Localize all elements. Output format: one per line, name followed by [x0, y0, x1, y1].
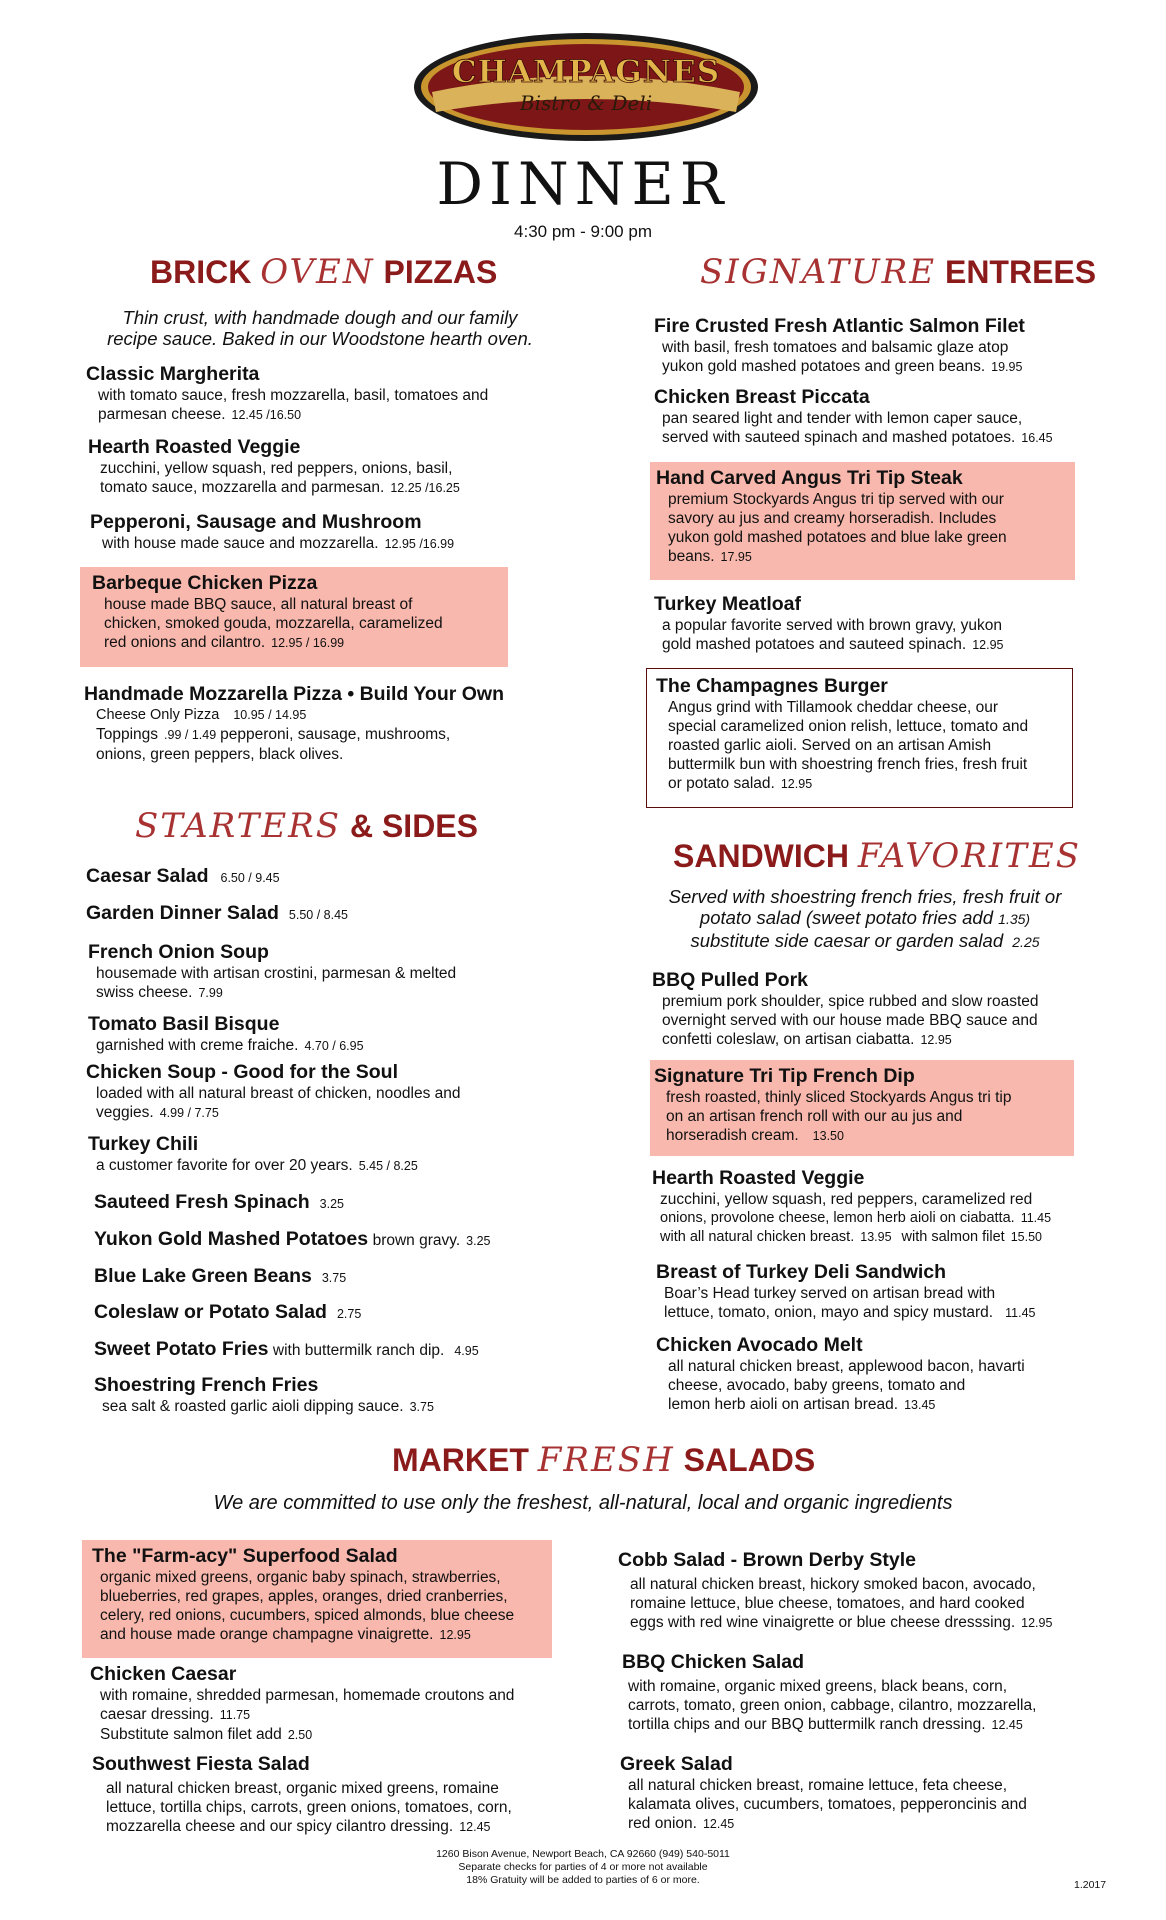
salads-heading: MARKET FRESH SALADS	[392, 1440, 816, 1480]
menu-item: Handmade Mozzarella Pizza • Build Your Own Cheese Only Pizza 10.95 / 14.95 Toppings .99 / 1.49 pepperoni, sausage, mushrooms, onions, green peppers, black olives.	[84, 683, 505, 763]
logo-name: CHAMPAGNES	[451, 54, 721, 90]
menu-item: Tomato Basil Bisque garnished with creme fraiche. 4.70 / 6.95	[88, 1013, 364, 1054]
menu-item: Sweet Potato Fries with buttermilk ranch dip. 4.95	[94, 1338, 479, 1360]
menu-item: French Onion Soup housemade with artisan crostini, parmesan & melted swiss cheese. 7.99	[88, 941, 457, 1001]
menu-item: Turkey Chili a customer favorite for over 20 years. 5.45 / 8.25	[88, 1133, 418, 1174]
menu-item: Turkey Meatloaf a popular favorite served with brown gravy, yukon gold mashed potatoes and sauteed spinach. 12.95	[654, 593, 1004, 653]
menu-item: Chicken Breast Piccata pan seared light and tender with lemon caper sauce, served with sauteed spinach and mashed potatoes. 16.45	[654, 386, 1053, 446]
menu-item: Yukon Gold Mashed Potatoes brown gravy. 3.25	[94, 1228, 491, 1250]
footer-address: 1260 Bison Avenue, Newport Beach, CA 92660 (949) 540-5011	[436, 1848, 730, 1860]
menu-item: Fire Crusted Fresh Atlantic Salmon Filet with basil, fresh tomatoes and balsamic glaze atop yukon gold mashed potatoes and green beans. 19.95	[654, 315, 1025, 375]
menu-item: Greek Salad all natural chicken breast, romaine lettuce, feta cheese, kalamata olives, cucumbers, tomatoes, pepperoncinis and red onion. 12.45	[620, 1753, 1027, 1832]
menu-item-featured: Signature Tri Tip French Dip fresh roasted, thinly sliced Stockyards Angus tri tip on an artisan french roll with our au jus and horseradish cream. 13.50	[654, 1065, 1012, 1144]
version-label: 1.2017	[1074, 1879, 1107, 1891]
menu-item: Chicken Caesar with romaine, shredded parmesan, homemade croutons and caesar dressing. 11.75 Substitute salmon filet add 2.50	[90, 1663, 515, 1743]
salads-intro: We are committed to use only the freshest, all-natural, local and organic ingredients	[213, 1492, 953, 1514]
menu-item: Hearth Roasted Veggie zucchini, yellow squash, red peppers, caramelized red onions, provolone cheese, lemon herb aioli on ciabatta. 11.45 with all natural chicken breast. 13.95 with salmon filet 15.50	[652, 1167, 1052, 1245]
menu-item: BBQ Pulled Pork premium pork shoulder, spice rubbed and slow roasted overnight served with our house made BBQ sauce and confetti coleslaw, on artisan ciabatta. 12.95	[652, 969, 1039, 1048]
champagnes-logo	[410, 30, 762, 145]
entrees-heading: SIGNATURE ENTREES	[700, 252, 1097, 292]
menu-item: Coleslaw or Potato Salad 2.75	[94, 1301, 362, 1323]
footer-note: Separate checks for parties of 4 or more not available	[458, 1861, 708, 1873]
page-title: DINNER	[436, 150, 730, 218]
sandwiches-heading: SANDWICH FAVORITES	[673, 836, 1082, 876]
menu-item-featured: Hand Carved Angus Tri Tip Steak premium Stockyards Angus tri tip served with our savory au jus and creamy horseradish. Includes yukon gold mashed potatoes and blue lake green beans. 17.95	[656, 467, 1007, 565]
menu-item-featured: The Champagnes Burger Angus grind with Tillamook cheddar cheese, our special caramelized onion relish, lettuce, tomato and roasted garlic aioli. Served on an artisan Amish buttermilk bun with shoestring french fries, fresh fruit or potato salad. 12.95	[656, 675, 1029, 792]
logo-tagline: Bistro & Deli	[519, 91, 653, 115]
menu-item: Pepperoni, Sausage and Mushroom with house made sauce and mozzarella. 12.95 /16.99	[90, 511, 455, 552]
menu-item: Caesar Salad 6.50 / 9.45	[86, 865, 280, 887]
menu-item: Classic Margherita with tomato sauce, fresh mozzarella, basil, tomatoes and parmesan cheese. 12.45 /16.50	[86, 363, 489, 423]
pizzas-heading: BRICK OVEN PIZZAS	[150, 252, 498, 292]
starters-heading: STARTERS & SIDES	[135, 806, 478, 846]
menu-item: Shoestring French Fries sea salt & roasted garlic aioli dipping sauce. 3.75	[94, 1374, 434, 1415]
menu-item: Cobb Salad - Brown Derby Style all natural chicken breast, hickory smoked bacon, avocado, romaine lettuce, blue cheese, tomatoes, and hard cooked eggs with red wine vinaigrette or blue cheese dresssing. 12.95	[618, 1549, 1053, 1631]
pizzas-intro: Thin crust, with handmade dough and our family recipe sauce. Baked in our Woodstone hearth oven.	[107, 307, 533, 349]
menu-item-featured: The "Farm-acy" Superfood Salad organic mixed greens, organic baby spinach, strawberries, blueberries, red grapes, apples, oranges, dried cranberries, celery, red onions, cucumbers, spiced almonds, blue cheese and house made orange champagne vinaigrette. 12.95	[92, 1545, 515, 1643]
footer	[0, 1848, 1166, 1887]
menu-item: Chicken Avocado Melt all natural chicken breast, applewood bacon, havarti cheese, avocado, baby greens, tomato and lemon herb aioli on artisan bread. 13.45	[656, 1334, 1025, 1413]
sandwiches-intro: Served with shoestring french fries, fresh fruit or potato salad (sweet potato fries add 1.35) substitute side caesar or garden salad 2.25	[668, 886, 1062, 951]
menu-item: Southwest Fiesta Salad all natural chicken breast, organic mixed greens, romaine lettuce, tortilla chips, carrots, green onions, tomatoes, corn, mozzarella cheese and our spicy cilantro dressing. 12.45	[92, 1753, 512, 1835]
footer-gratuity: 18% Gratuity will be added to parties of 6 or more.	[466, 1874, 700, 1886]
menu-item: Chicken Soup - Good for the Soul loaded with all natural breast of chicken, noodles and veggies. 4.99 / 7.75	[86, 1061, 461, 1121]
menu-item: BBQ Chicken Salad with romaine, organic mixed greens, black beans, corn, carrots, tomato, green onion, cabbage, cilantro, mozzarella, tortilla chips and our BBQ buttermilk ranch dressing. 12.45	[622, 1651, 1037, 1733]
menu-item-featured: Barbeque Chicken Pizza house made BBQ sauce, all natural breast of chicken, smoked gouda, mozzarella, caramelized red onions and cilantro. 12.95 / 16.99	[92, 572, 443, 651]
menu-item: Garden Dinner Salad 5.50 / 8.45	[86, 902, 348, 924]
menu-item: Breast of Turkey Deli Sandwich Boar’s Head turkey served on artisan bread with lettuce, tomato, onion, mayo and spicy mustard. 11.45	[656, 1261, 1036, 1321]
hours: 4:30 pm - 9:00 pm	[514, 222, 652, 241]
menu-item: Blue Lake Green Beans 3.75	[94, 1265, 347, 1287]
menu-item: Hearth Roasted Veggie zucchini, yellow squash, red peppers, onions, basil, tomato sauce, mozzarella and parmesan. 12.25 /16.25	[88, 436, 460, 496]
menu-item: Sauteed Fresh Spinach 3.25	[94, 1191, 344, 1213]
